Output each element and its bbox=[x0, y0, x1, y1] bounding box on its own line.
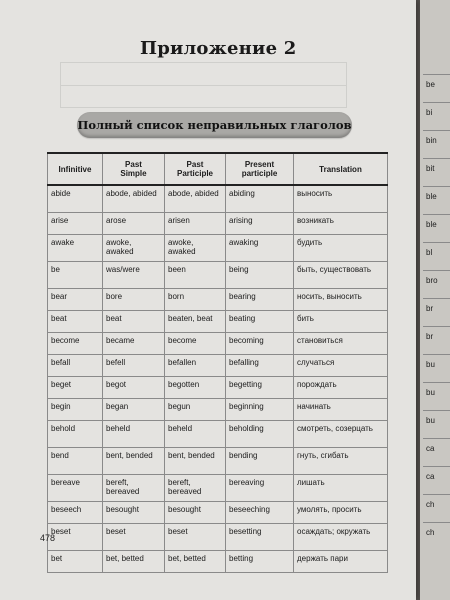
next-page-word: bu bbox=[426, 416, 435, 425]
table-row bbox=[48, 262, 388, 289]
cell-past-participle: besought bbox=[165, 502, 226, 524]
next-page-word: ch bbox=[426, 500, 435, 509]
next-page-rule bbox=[423, 438, 450, 439]
table-row bbox=[48, 551, 388, 573]
table-row bbox=[48, 355, 388, 377]
cell-infinitive: abide bbox=[48, 185, 103, 213]
next-page-rule bbox=[423, 102, 450, 103]
next-page-rule bbox=[423, 214, 450, 215]
cell-translation: выносить bbox=[294, 185, 388, 213]
cell-past-simple: arose bbox=[103, 213, 165, 235]
table-row bbox=[48, 377, 388, 399]
next-page-rule bbox=[423, 298, 450, 299]
cell-infinitive: beat bbox=[48, 311, 103, 333]
cell-translation: бить bbox=[294, 311, 388, 333]
appendix-heading: Приложение 2 bbox=[140, 38, 297, 59]
cell-past-simple: awoke, awaked bbox=[103, 235, 165, 262]
next-page-word: bu bbox=[426, 360, 435, 369]
cell-present-participle: arising bbox=[226, 213, 294, 235]
cell-past-participle: arisen bbox=[165, 213, 226, 235]
table-header-row bbox=[48, 153, 388, 185]
cell-past-simple: bent, bended bbox=[103, 448, 165, 475]
next-page-edge bbox=[420, 0, 450, 600]
irregular-verbs-table bbox=[47, 152, 388, 573]
cell-translation: порождать bbox=[294, 377, 388, 399]
cell-present-participle: bearing bbox=[226, 289, 294, 311]
cell-infinitive: begin bbox=[48, 399, 103, 421]
next-page-word: be bbox=[426, 80, 435, 89]
cell-past-participle: abode, abided bbox=[165, 185, 226, 213]
cell-translation: смотреть, созерцать bbox=[294, 421, 388, 448]
next-page-rule bbox=[423, 522, 450, 523]
cell-past-participle: awoke, awaked bbox=[165, 235, 226, 262]
table-row bbox=[48, 289, 388, 311]
show-through-table bbox=[60, 62, 347, 108]
cell-past-participle: beaten, beat bbox=[165, 311, 226, 333]
cell-past-participle: bet, betted bbox=[165, 551, 226, 573]
cell-past-simple: beheld bbox=[103, 421, 165, 448]
next-page-word: bu bbox=[426, 388, 435, 397]
cell-infinitive: bear bbox=[48, 289, 103, 311]
cell-past-simple: began bbox=[103, 399, 165, 421]
cell-infinitive: bet bbox=[48, 551, 103, 573]
cell-infinitive: arise bbox=[48, 213, 103, 235]
section-title: Полный список неправильных глаголов bbox=[77, 118, 352, 132]
cell-translation: лишать bbox=[294, 475, 388, 502]
next-page-word: bit bbox=[426, 164, 435, 173]
next-page-word: br bbox=[426, 304, 434, 313]
cell-translation: осаждать; окружать bbox=[294, 524, 388, 551]
cell-infinitive: beseech bbox=[48, 502, 103, 524]
header-infinitive: Infinitive bbox=[48, 153, 103, 185]
table-row bbox=[48, 475, 388, 502]
cell-past-simple: was/were bbox=[103, 262, 165, 289]
cell-infinitive: become bbox=[48, 333, 103, 355]
cell-infinitive: beget bbox=[48, 377, 103, 399]
header-past-simple: Past Simple bbox=[103, 153, 165, 185]
next-page-word: bl bbox=[426, 248, 433, 257]
cell-past-participle: become bbox=[165, 333, 226, 355]
cell-translation: быть, существовать bbox=[294, 262, 388, 289]
cell-past-participle: befallen bbox=[165, 355, 226, 377]
cell-translation: возникать bbox=[294, 213, 388, 235]
cell-present-participle: befalling bbox=[226, 355, 294, 377]
cell-translation: гнуть, сгибать bbox=[294, 448, 388, 475]
next-page-rule bbox=[423, 354, 450, 355]
next-page-rule bbox=[423, 130, 450, 131]
table-row bbox=[48, 448, 388, 475]
table-row bbox=[48, 524, 388, 551]
next-page-rule bbox=[423, 410, 450, 411]
cell-present-participle: besetting bbox=[226, 524, 294, 551]
cell-infinitive: awake bbox=[48, 235, 103, 262]
cell-past-simple: became bbox=[103, 333, 165, 355]
next-page-rule bbox=[423, 158, 450, 159]
cell-infinitive: beset bbox=[48, 524, 103, 551]
next-page-rule bbox=[423, 270, 450, 271]
cell-translation: носить, выносить bbox=[294, 289, 388, 311]
next-page-word: ca bbox=[426, 472, 435, 481]
cell-translation: становиться bbox=[294, 333, 388, 355]
table-row bbox=[48, 502, 388, 524]
next-page-rule bbox=[423, 186, 450, 187]
cell-present-participle: bending bbox=[226, 448, 294, 475]
header-translation: Translation bbox=[294, 153, 388, 185]
cell-present-participle: begetting bbox=[226, 377, 294, 399]
cell-infinitive: bereave bbox=[48, 475, 103, 502]
next-page-rule bbox=[423, 74, 450, 75]
table-row bbox=[48, 333, 388, 355]
cell-past-simple: begot bbox=[103, 377, 165, 399]
cell-past-simple: besought bbox=[103, 502, 165, 524]
cell-translation: умолять, просить bbox=[294, 502, 388, 524]
cell-past-simple: bet, betted bbox=[103, 551, 165, 573]
cell-past-participle: bent, bended bbox=[165, 448, 226, 475]
cell-past-simple: beat bbox=[103, 311, 165, 333]
cell-infinitive: behold bbox=[48, 421, 103, 448]
cell-infinitive: bend bbox=[48, 448, 103, 475]
next-page-rule bbox=[423, 326, 450, 327]
cell-past-participle: bereft, bereaved bbox=[165, 475, 226, 502]
cell-past-participle: beset bbox=[165, 524, 226, 551]
cell-present-participle: abiding bbox=[226, 185, 294, 213]
table-row bbox=[48, 311, 388, 333]
table-row bbox=[48, 235, 388, 262]
header-present-participle: Present participle bbox=[226, 153, 294, 185]
table-row bbox=[48, 213, 388, 235]
next-page-rule bbox=[423, 382, 450, 383]
cell-present-participle: being bbox=[226, 262, 294, 289]
cell-translation: будить bbox=[294, 235, 388, 262]
next-page-word: bro bbox=[426, 276, 438, 285]
header-past-participle: Past Participle bbox=[165, 153, 226, 185]
cell-past-participle: begun bbox=[165, 399, 226, 421]
cell-past-simple: befell bbox=[103, 355, 165, 377]
next-page-rule bbox=[423, 494, 450, 495]
cell-present-participle: beating bbox=[226, 311, 294, 333]
cell-past-simple: bore bbox=[103, 289, 165, 311]
cell-present-participle: beseeching bbox=[226, 502, 294, 524]
cell-past-simple: bereft, bereaved bbox=[103, 475, 165, 502]
cell-past-simple: beset bbox=[103, 524, 165, 551]
cell-present-participle: beginning bbox=[226, 399, 294, 421]
next-page-word: ca bbox=[426, 444, 435, 453]
next-page-word: br bbox=[426, 332, 434, 341]
next-page-word: ch bbox=[426, 528, 435, 537]
cell-translation: начинать bbox=[294, 399, 388, 421]
cell-present-participle: betting bbox=[226, 551, 294, 573]
next-page-rule bbox=[423, 242, 450, 243]
next-page-word: ble bbox=[426, 220, 437, 229]
table-row bbox=[48, 399, 388, 421]
cell-past-participle: been bbox=[165, 262, 226, 289]
cell-past-participle: begotten bbox=[165, 377, 226, 399]
cell-translation: случаться bbox=[294, 355, 388, 377]
table-row bbox=[48, 421, 388, 448]
cell-present-participle: becoming bbox=[226, 333, 294, 355]
page-number: 478 bbox=[40, 533, 56, 543]
section-title-banner bbox=[77, 112, 352, 138]
cell-infinitive: befall bbox=[48, 355, 103, 377]
cell-present-participle: awaking bbox=[226, 235, 294, 262]
next-page-word: ble bbox=[426, 192, 437, 201]
cell-past-simple: abode, abided bbox=[103, 185, 165, 213]
cell-present-participle: beholding bbox=[226, 421, 294, 448]
cell-past-participle: born bbox=[165, 289, 226, 311]
cell-translation: держать пари bbox=[294, 551, 388, 573]
cell-infinitive: be bbox=[48, 262, 103, 289]
table-row bbox=[48, 185, 388, 213]
cell-past-participle: beheld bbox=[165, 421, 226, 448]
next-page-word: bin bbox=[426, 136, 437, 145]
next-page-word: bi bbox=[426, 108, 433, 117]
next-page-rule bbox=[423, 466, 450, 467]
cell-present-participle: bereaving bbox=[226, 475, 294, 502]
